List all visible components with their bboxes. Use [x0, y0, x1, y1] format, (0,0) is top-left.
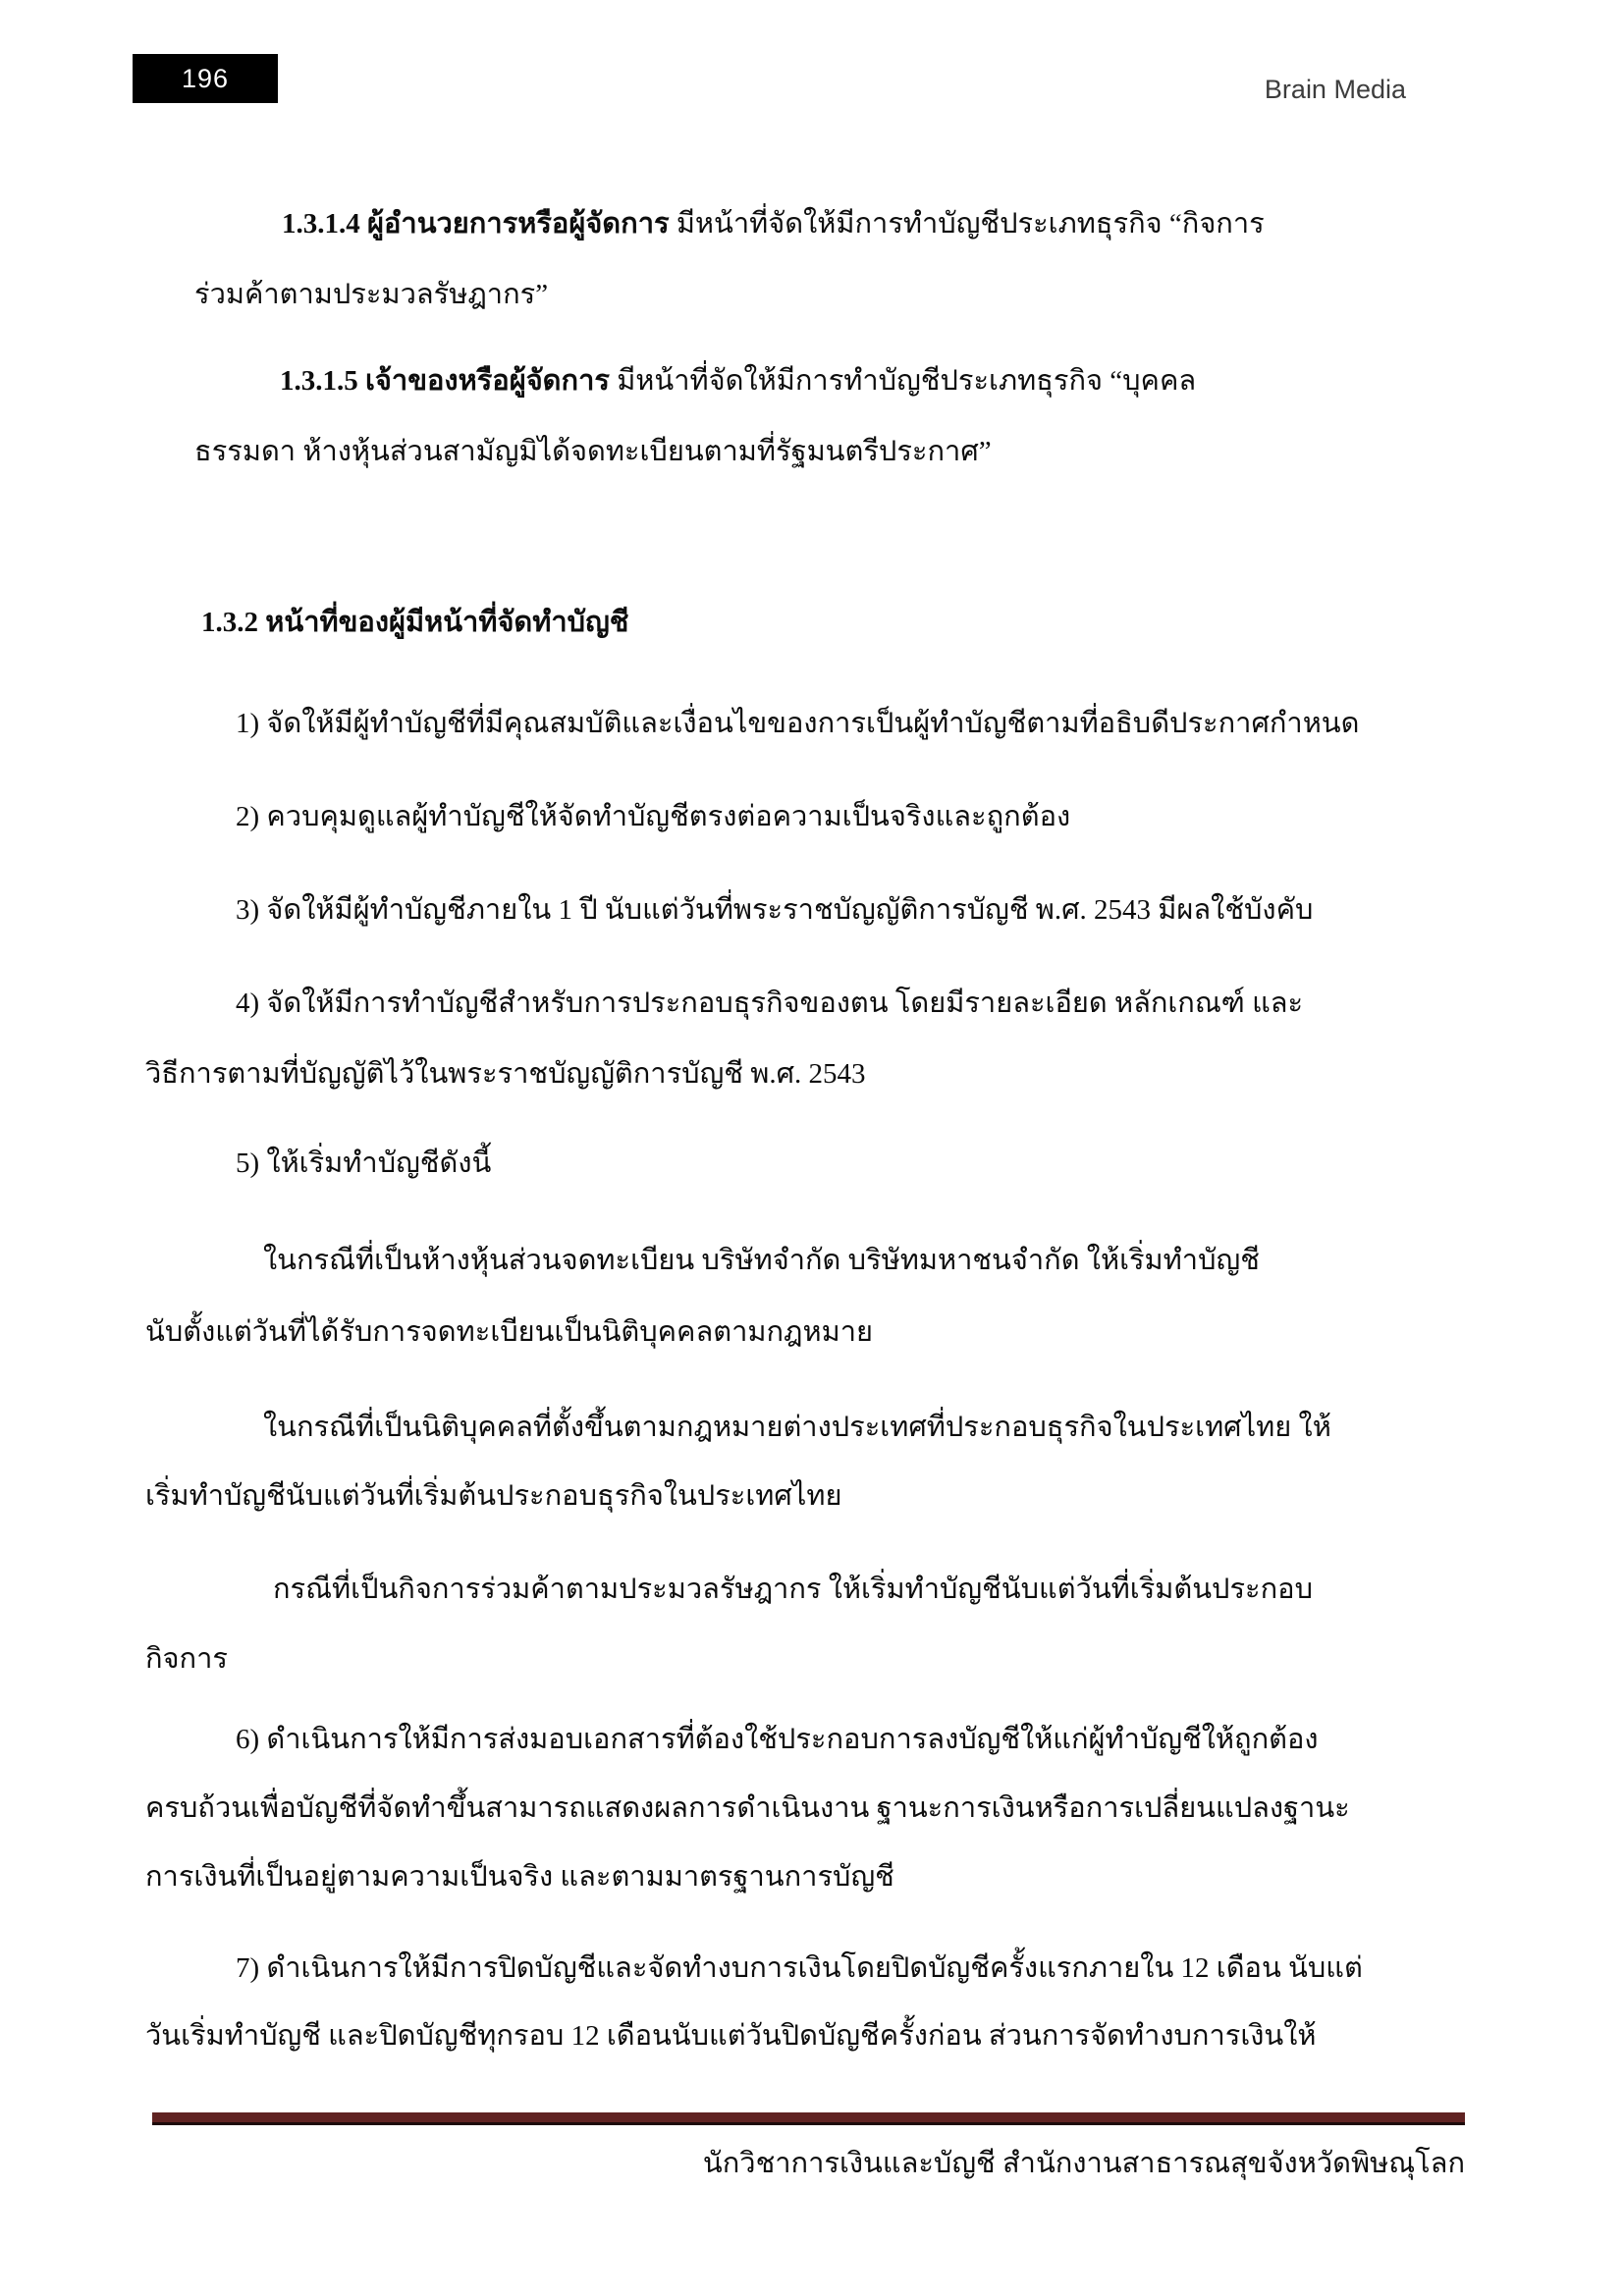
line-text: ร่วมค้าตามประมวลรัษฎากร” [194, 279, 549, 310]
paragraph-line [145, 1310, 873, 1354]
line-text: เริ่มทำบัญชีนับแต่วันที่เริ่มต้นประกอบธุรกิจในประเทศไทย [145, 1480, 842, 1512]
paragraph-line [194, 273, 548, 316]
line-text: ในกรณีที่เป็นนิติบุคคลที่ตั้งขึ้นตามกฎหมายต่างประเทศที่ประกอบธุรกิจในประเทศไทย ให้ [263, 1412, 1331, 1443]
list-item-1 [236, 702, 1359, 745]
line-text: 1) จัดให้มีผู้ทำบัญชีที่มีคุณสมบัติและเงื่อนไขของการเป็นผู้ทำบัญชีตามที่อธิบดีประกาศกำหนด [236, 708, 1360, 739]
line-text: กรณีที่เป็นกิจการร่วมค้าตามประมวลรัษฎากร ให้เริ่มทำบัญชีนับแต่วันที่เริ่มต้นประกอบ [273, 1574, 1313, 1605]
line-text: นับตั้งแต่วันที่ได้รับการจดทะเบียนเป็นนิติบุคคลตามกฎหมาย [145, 1316, 874, 1348]
paragraph-line [145, 2014, 1317, 2057]
list-item-2 [236, 795, 1070, 838]
list-item-6 [236, 1718, 1319, 1761]
section-number-bold: 1.3.1.4 ผู้อำนวยการหรือผู้จัดการ [282, 208, 670, 240]
sub-paragraph-line [273, 1568, 1313, 1611]
line-text: 5) ให้เริ่มทำบัญชีดังนี้ [236, 1148, 492, 1179]
list-item-3 [236, 888, 1313, 932]
sub-paragraph-line [263, 1406, 1331, 1449]
list-item-4 [236, 982, 1303, 1025]
line-text: มีหน้าที่จัดให้มีการทำบัญชีประเภทธุรกิจ “กิจการ [669, 208, 1265, 240]
paragraph-line [145, 1637, 228, 1681]
list-item-5 [236, 1142, 491, 1185]
line-text: ในกรณีที่เป็นห้างหุ้นส่วนจดทะเบียน บริษัทจำกัด บริษัทมหาชนจำกัด ให้เริ่มทำบัญชี [263, 1245, 1260, 1276]
line-text: 3) จัดให้มีผู้ทำบัญชีภายใน 1 ปี นับแต่วันที่พระราชบัญญัติการบัญชี พ.ศ. 2543 มีผลใช้บังคับ [236, 894, 1314, 926]
line-text: 7) ดำเนินการให้มีการปิดบัญชีและจัดทำงบการเงินโดยปิดบัญชีครั้งแรกภายใน 12 เดือน นับแต่ [236, 1952, 1363, 1984]
section-number-bold: 1.3.1.5 เจ้าของหรือผู้จัดการ [280, 365, 610, 397]
line-text: 4) จัดให้มีการทำบัญชีสำหรับการประกอบธุรกิจของตน โดยมีรายละเอียด หลักเกณฑ์ และ [236, 988, 1304, 1019]
paragraph-line [194, 430, 992, 473]
line-text: วันเริ่มทำบัญชี และปิดบัญชีทุกรอบ 12 เดือนนับแต่วันปิดบัญชีครั้งก่อน ส่วนการจัดทำงบการเงินให้ [145, 2020, 1317, 2052]
paragraph-line-1314 [282, 202, 1265, 245]
sub-paragraph-line [263, 1239, 1260, 1282]
paragraph-line [145, 1052, 865, 1095]
paragraph-line-1315 [280, 359, 1196, 402]
brand-label: Brain Media [1264, 75, 1406, 104]
line-text: วิธีการตามที่บัญญัติไว้ในพระราชบัญญัติการบัญชี พ.ศ. 2543 [145, 1058, 866, 1090]
list-item-7 [236, 1947, 1363, 1990]
footer-credit: นักวิชาการเงินและบัญชี สำนักงานสาธารณสุขจังหวัดพิษณุโลก [702, 2148, 1465, 2179]
line-text: ครบถ้วนเพื่อบัญชีที่จัดทำขึ้นสามารถแสดงผลการดำเนินงาน ฐานะการเงินหรือการเปลี่ยนแปลงฐานะ [145, 1792, 1350, 1824]
section-heading-132 [201, 601, 628, 644]
line-text: 2) ควบคุมดูแลผู้ทำบัญชีให้จัดทำบัญชีตรงต่อความเป็นจริงและถูกต้อง [236, 801, 1071, 832]
paragraph-line [145, 1855, 894, 1898]
paragraph-line [145, 1787, 1350, 1830]
line-text: 6) ดำเนินการให้มีการส่งมอบเอกสารที่ต้องใช้ประกอบการลงบัญชีให้แก่ผู้ทำบัญชีให้ถูกต้อง [236, 1724, 1319, 1755]
line-text: การเงินที่เป็นอยู่ตามความเป็นจริง และตามมาตรฐานการบัญชี [145, 1861, 894, 1893]
line-text: มีหน้าที่จัดให้มีการทำบัญชีประเภทธุรกิจ “บุคคล [609, 365, 1197, 397]
page-number: 196 [181, 63, 230, 93]
line-text: ธรรมดา ห้างหุ้นส่วนสามัญมิได้จดทะเบียนตามที่รัฐมนตรีประกาศ” [194, 436, 992, 467]
page-number-badge [133, 54, 278, 103]
heading-text: 1.3.2 หน้าที่ของผู้มีหน้าที่จัดทำบัญชี [201, 607, 629, 638]
line-text: กิจการ [145, 1643, 228, 1675]
paragraph-line [145, 1474, 842, 1518]
footer-divider-bar [152, 2112, 1465, 2125]
